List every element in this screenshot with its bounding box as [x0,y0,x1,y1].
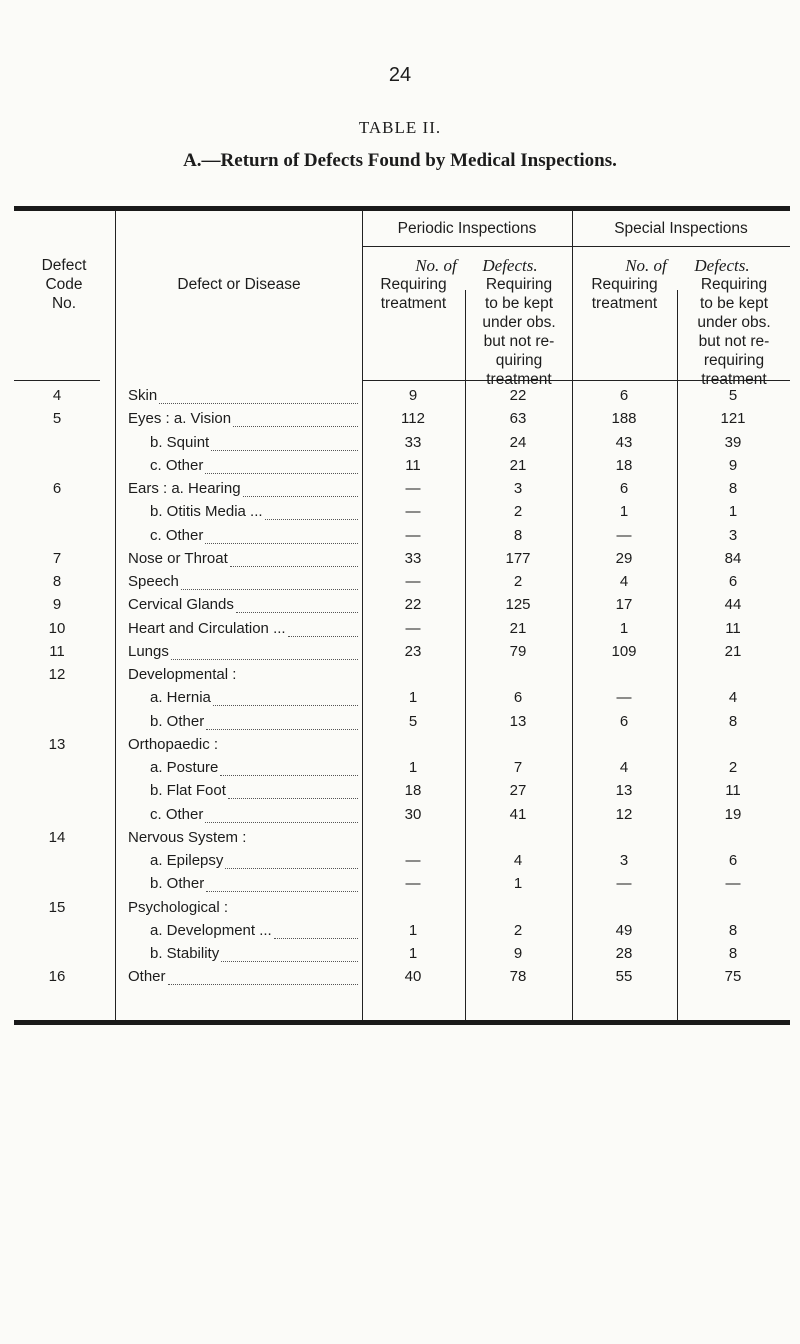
table-row [0,457,800,480]
row-label: Speech [128,573,179,590]
table-row [0,968,800,991]
row-code: 11 [49,642,65,660]
row-value: 13 [509,712,527,730]
row-code: 16 [48,968,66,986]
row-label: Cervical Glands [128,596,234,614]
row-value: 4 [728,689,738,707]
row-value: 6 [728,573,738,590]
row-label: b. Squint [150,433,210,451]
row-value: 13 [615,782,633,800]
row-value: 78 [509,968,527,986]
table-row [0,410,800,433]
table-subtitle: A.—Return of Defects Found by Medical Inspections. [183,150,617,171]
header-code-line3: No. [51,295,77,312]
row-value: 1 [513,875,523,893]
header-special-obs-l2: to be kept [699,295,769,312]
table-row [0,945,800,968]
row-value: 9 [728,456,738,474]
table-title: TABLE II. [358,118,442,137]
header-periodic-obs-l1: Requiring [485,276,553,293]
row-code: 4 [52,387,62,404]
row-code: 8 [52,573,62,590]
row-label: c. Other [150,456,204,474]
leader-dots [205,472,358,474]
header-periodic-treatment-l2: treatment [380,295,447,312]
header-periodic-obs-l6: treatment [486,371,552,388]
table-row [0,782,800,805]
header-periodic-treatment-l1: Requiring [380,276,447,293]
row-value: 125 [505,596,531,614]
header-special-no-of: No. of [625,256,667,275]
row-value: 1 [408,921,418,939]
row-value: 8 [728,480,738,497]
row-label: Skin [128,387,158,404]
header-special-obs-l3: under obs. [697,314,771,331]
row-value: 21 [509,456,527,474]
row-value: — [725,875,741,893]
row-value: 41 [509,805,527,823]
header-periodic-observation [466,275,572,389]
table-row [0,387,800,410]
header-code-line2: Code [45,276,83,293]
header-special-obs-l6: treatment [701,371,767,388]
row-value: 29 [615,549,633,567]
row-value: 23 [404,642,422,660]
row-value: — [405,619,421,637]
row-value: 11 [725,782,741,800]
header-special-treatment-l1: Requiring [591,276,658,293]
leader-dots [159,402,358,404]
row-label: Nervous System : [128,828,247,846]
bottom-rule [14,1020,790,1025]
row-code: 14 [48,828,66,846]
table-row [0,480,800,503]
header-special-observation [678,275,790,389]
group-header-rule [362,246,790,247]
header-special-obs-l5: requiring [703,352,765,369]
row-value: 39 [724,433,742,451]
table-row [0,736,800,759]
header-special-treatment-l2: treatment [591,295,658,312]
leader-dots [211,449,358,451]
header-special-defects: Defects. [694,256,750,275]
leader-dots [265,518,358,520]
row-value: 177 [505,549,531,567]
row-value: 6 [728,852,738,869]
leader-dots [221,960,358,962]
row-value: — [616,526,632,544]
row-code: 9 [52,596,62,614]
leader-dots [228,797,358,799]
row-label: Other [128,968,166,986]
header-special-obs-l1: Requiring [700,276,768,293]
table-row [0,899,800,922]
row-value: 8 [728,921,738,939]
row-value: 21 [509,619,527,637]
header-disease: Defect or Disease [177,276,301,293]
row-value: 11 [725,619,741,637]
row-code: 10 [48,619,66,637]
row-label: Psychological : [128,898,229,916]
row-value: 6 [619,387,629,404]
table-row [0,620,800,643]
row-value: 8 [728,945,738,962]
row-value: — [405,852,421,869]
table-row [0,689,800,712]
row-value: 27 [509,782,527,800]
row-value: 3 [728,526,738,544]
row-label: c. Other [150,526,204,544]
row-value: 17 [615,596,633,614]
row-value: 5 [408,712,418,730]
row-code: 13 [48,735,66,753]
header-bottom-rule-code [14,380,100,381]
row-value: 75 [724,968,742,986]
header-code [14,256,114,313]
row-label: Ears : a. Hearing [128,480,241,497]
row-value: 4 [513,852,523,869]
row-value: — [405,573,421,590]
row-value: 21 [724,642,742,660]
row-value: 7 [513,759,523,776]
table-row [0,434,800,457]
row-label: b. Flat Foot [150,782,226,800]
leader-dots [225,867,358,869]
page-number: 24 [388,64,412,86]
row-value: 188 [611,410,637,428]
row-label: b. Other [150,712,205,730]
leader-dots [213,704,358,706]
row-value: 22 [509,387,527,404]
row-value: 40 [404,968,422,986]
row-label: Eyes : a. Vision [128,410,232,428]
row-value: 1 [619,619,629,637]
row-label: a. Hernia [150,689,211,707]
row-value: 24 [509,433,527,451]
leader-dots [206,728,358,730]
header-code-line1: Defect [41,257,87,274]
row-code: 6 [52,480,62,497]
table-row [0,922,800,945]
row-value: 112 [401,410,425,428]
header-periodic: Periodic Inspections [397,220,537,237]
row-label: b. Other [150,875,205,893]
row-value: 43 [615,433,633,451]
row-value: — [405,503,421,521]
row-label: Lungs [128,642,169,660]
table-row [0,829,800,852]
leader-dots [274,937,358,939]
row-label: Orthopaedic : [128,735,219,753]
row-label: Nose or Throat [128,549,228,567]
row-value: 6 [619,712,629,730]
table-row [0,666,800,689]
table-row [0,550,800,573]
row-value: 1 [408,689,418,707]
row-value: 12 [615,805,633,823]
row-value: 30 [404,805,422,823]
row-value: — [405,526,421,544]
row-value: 3 [513,480,523,497]
table-row [0,875,800,898]
row-value: 33 [404,549,422,567]
table-row [0,643,800,666]
leader-dots [230,565,358,567]
row-code: 15 [48,898,66,916]
leader-dots [206,890,358,892]
row-value: 63 [509,410,527,428]
row-code: 7 [52,549,62,567]
table-row [0,759,800,782]
row-value: 11 [405,456,421,474]
table-row [0,573,800,596]
table-row [0,596,800,619]
header-periodic-obs-l4: but not re- [483,333,555,350]
header-periodic-defects: Defects. [482,256,538,275]
header-periodic-obs-l5: quiring [495,352,543,369]
row-value: — [405,480,421,497]
row-value: 1 [728,503,738,521]
row-label: Heart and Circulation ... [128,619,286,637]
row-value: 44 [724,596,742,614]
row-label: a. Posture [150,759,219,776]
row-value: — [616,875,632,893]
leader-dots [205,542,358,544]
row-code: 5 [52,410,62,428]
header-periodic-obs-l2: to be kept [484,295,554,312]
row-value: 2 [728,759,738,776]
row-code: 12 [48,666,66,683]
row-value: 6 [513,689,523,707]
row-value: — [616,689,632,707]
row-value: 5 [728,387,738,404]
row-value: 9 [513,945,523,962]
row-value: 22 [404,596,422,614]
header-special-treatment [572,275,677,313]
row-value: 8 [728,712,738,730]
row-value: 84 [724,549,742,567]
header-periodic-no-of: No. of [415,256,457,275]
row-value: 4 [619,759,629,776]
header-periodic-obs-l3: under obs. [482,314,556,331]
leader-dots [236,611,358,613]
row-value: 2 [513,573,523,590]
row-value: 55 [615,968,633,986]
row-label: Developmental : [128,666,237,683]
leader-dots [168,983,358,985]
row-value: 79 [509,642,527,660]
table-row [0,713,800,736]
row-label: b. Stability [150,945,220,962]
row-value: 6 [619,480,629,497]
row-value: 19 [724,805,742,823]
row-value: 2 [513,921,523,939]
table-row [0,527,800,550]
row-value: 9 [408,387,418,404]
row-value: 3 [619,852,629,869]
leader-dots [181,588,358,590]
row-value: — [405,875,421,893]
row-value: 8 [513,526,523,544]
row-value: 121 [720,410,746,428]
header-periodic-treatment [362,275,465,313]
leader-dots [288,635,358,637]
header-special-obs-l4: but not re- [698,333,770,350]
row-value: 109 [611,642,637,660]
top-rule [14,206,790,211]
row-value: 18 [615,456,633,474]
leader-dots [171,658,358,660]
row-value: 1 [619,503,629,521]
row-label: a. Epilepsy [150,852,224,869]
row-value: 1 [408,759,418,776]
leader-dots [205,821,358,823]
row-value: 49 [615,921,633,939]
row-value: 28 [615,945,633,962]
table-row [0,806,800,829]
leader-dots [220,774,358,776]
row-value: 18 [404,782,422,800]
row-value: 2 [513,503,523,521]
row-label: b. Otitis Media ... [150,503,263,521]
table-row [0,503,800,526]
row-value: 33 [404,433,422,451]
leader-dots [233,425,358,427]
row-label: a. Development ... [150,921,272,939]
row-value: 4 [619,573,629,590]
header-special: Special Inspections [614,220,748,237]
table-row [0,852,800,875]
row-label: c. Other [150,805,204,823]
leader-dots [243,495,358,497]
row-value: 1 [408,945,418,962]
